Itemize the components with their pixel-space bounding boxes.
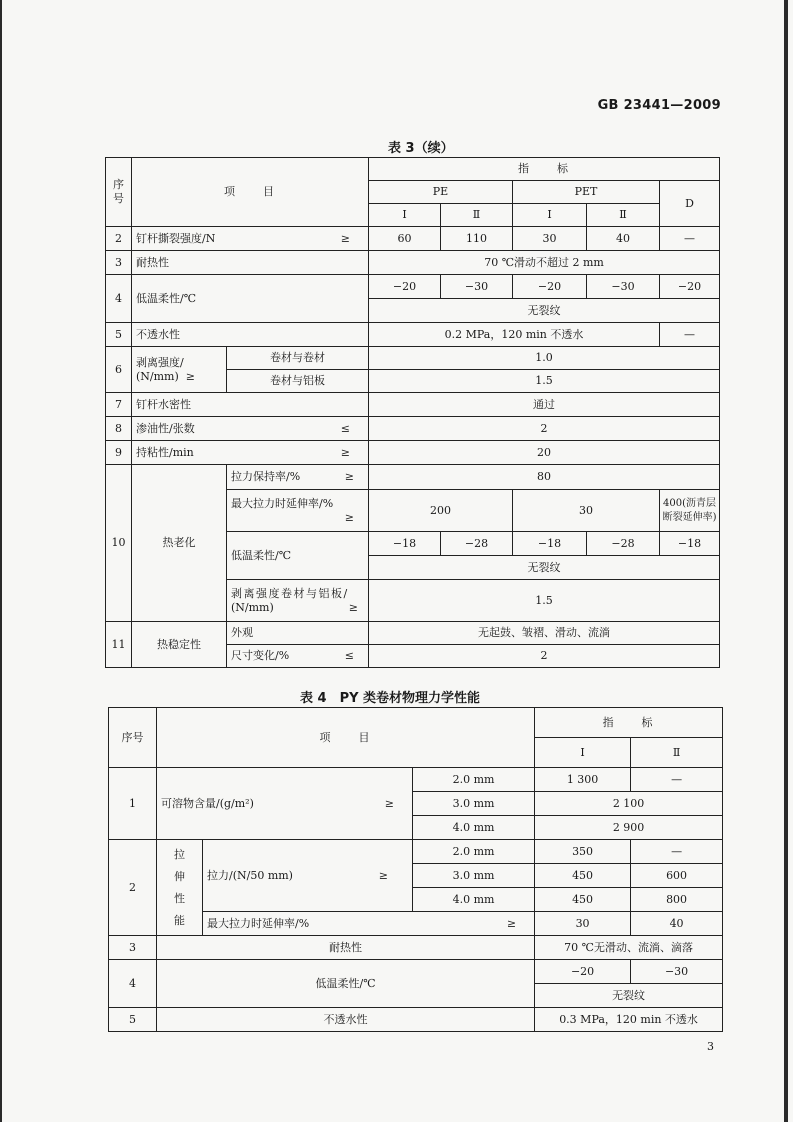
t3-head-d: D [660, 181, 720, 227]
t3-r10b-pe: 200 [369, 490, 513, 532]
t3-r9-item [132, 441, 369, 465]
t3-r6-sub2: 卷材与铝板 [227, 370, 369, 393]
t4-r4-v-ii: −30 [631, 960, 723, 984]
t3-r10a-v: 80 [369, 465, 720, 490]
t3-r11-no: 11 [106, 622, 132, 668]
t3-head-pe-ii: Ⅱ [441, 204, 513, 227]
t3-r10a-item-text: 拉力保持率/% [231, 470, 301, 483]
t3-r2-v4: 40 [587, 227, 660, 251]
t3-r7-no: 7 [106, 393, 132, 417]
t3-head-pet: PET [513, 181, 660, 204]
t3-head-pe-i: Ⅰ [369, 204, 441, 227]
t3-r3-v: 70 ℃滑动不超过 2 mm [369, 251, 720, 275]
t3-r4-no: 4 [106, 275, 132, 323]
t4-r3-item: 耐热性 [157, 936, 535, 960]
t3-r8-v: 2 [369, 417, 720, 441]
t3-r6-item-unit: (N/mm) [136, 369, 179, 383]
t3-r8-item [132, 417, 369, 441]
t3-r10c-v2: −28 [441, 532, 513, 556]
t3-r2-cmp: ≥ [340, 231, 350, 245]
t3-r10c-v1: −18 [369, 532, 441, 556]
t3-head-index: 指 标 [369, 158, 720, 181]
t3-r4-v2: −30 [441, 275, 513, 299]
t3-head-pe: PE [369, 181, 513, 204]
t3-head-pet-i: Ⅰ [513, 204, 587, 227]
t4-r2-no: 2 [109, 840, 157, 936]
page-number: 3 [707, 1040, 714, 1053]
t3-r10d-item [227, 580, 369, 622]
t4-r2-force-cmp: ≥ [378, 868, 388, 882]
t4-r1-t2: 3.0 mm [413, 792, 535, 816]
t4-r2-t3-i: 450 [535, 888, 631, 912]
t4-r1-t1-i: 1 300 [535, 768, 631, 792]
t3-r10b-d [660, 490, 720, 532]
t4-r4-item: 低温柔性/℃ [157, 960, 535, 1008]
t4-r5-no: 5 [109, 1008, 157, 1032]
t4-r1-item-text: 可溶物含量/(g/m²) [161, 796, 254, 810]
t3-r10-item: 热老化 [132, 465, 227, 622]
t3-r10c-v4: −28 [587, 532, 660, 556]
t4-r1-t3: 4.0 mm [413, 816, 535, 840]
t4-r2-group-c3: 性 [174, 891, 185, 905]
t4-r5-v: 0.3 MPa，120 min 不透水 [535, 1008, 723, 1032]
t4-head-ii: Ⅱ [631, 738, 723, 768]
t3-r2-no: 2 [106, 227, 132, 251]
t4-r2-t3: 4.0 mm [413, 888, 535, 912]
t4-head-i: Ⅰ [535, 738, 631, 768]
t3-r2-v2: 110 [441, 227, 513, 251]
t4-r2-t2-ii: 600 [631, 864, 723, 888]
t3-r10d-item-text: 剥离强度卷材与铝板/ [231, 586, 349, 600]
t3-r10c-item: 低温柔性/℃ [227, 532, 369, 580]
t3-r2-v5: — [660, 227, 720, 251]
t3-r6-item-line2 [136, 370, 222, 384]
t3-r10c-v5: −18 [660, 532, 720, 556]
t4-r2-t1-i: 350 [535, 840, 631, 864]
t3-r4-v4: −30 [587, 275, 660, 299]
t3-r8-no: 8 [106, 417, 132, 441]
t3-r10b-d-line1: 400(沥青层 [663, 497, 717, 509]
t4-r4-v-i: −20 [535, 960, 631, 984]
table3-caption: 表 3（续） [388, 141, 454, 156]
t3-r4-v1: −20 [369, 275, 441, 299]
t3-r9-item-text: 持粘性/min [136, 445, 194, 459]
t3-r10b-d-line2: 断裂延伸率) [662, 511, 717, 523]
t3-r10c-v3: −18 [513, 532, 587, 556]
t3-r6-cmp: ≥ [185, 369, 195, 383]
t4-r1-t1: 2.0 mm [413, 768, 535, 792]
t3-r10b-cmp: ≥ [344, 510, 354, 524]
t3-r11b-v: 2 [369, 645, 720, 668]
t4-r2-group-c4: 能 [174, 913, 185, 927]
t3-r10d-cmp: ≥ [348, 600, 358, 614]
t3-r6-item-line1: 剥离强度/ [136, 355, 184, 369]
t4-r2-t3-ii: 800 [631, 888, 723, 912]
t4-r2-t1: 2.0 mm [413, 840, 535, 864]
t3-r2-v1: 60 [369, 227, 441, 251]
table3 [105, 157, 720, 668]
t3-r11b-item-text: 尺寸变化/% [231, 649, 290, 662]
t3-r9-no: 9 [106, 441, 132, 465]
t4-r2-group-c1: 拉 [174, 847, 185, 861]
t4-r3-v: 70 ℃无滑动、流淌、滴落 [535, 936, 723, 960]
t3-r6-v1: 1.0 [369, 347, 720, 370]
t4-r4-no: 4 [109, 960, 157, 1008]
t3-r10d-unit: (N/mm) [231, 600, 274, 614]
t3-r10b-item-text: 最大拉力时延伸率/% [231, 496, 334, 510]
t4-r5-item: 不透水性 [157, 1008, 535, 1032]
t3-r2-v3: 30 [513, 227, 587, 251]
t4-r1-t2-v: 2 100 [535, 792, 723, 816]
t3-r7-v: 通过 [369, 393, 720, 417]
t3-r8-item-text: 渗油性/张数 [136, 421, 195, 435]
t4-r2-t2: 3.0 mm [413, 864, 535, 888]
t4-r2-t2-i: 450 [535, 864, 631, 888]
t3-r9-v: 20 [369, 441, 720, 465]
t3-r11a-item: 外观 [227, 622, 369, 645]
t4-r1-t1-ii: — [631, 768, 723, 792]
t3-r9-cmp: ≥ [340, 445, 350, 459]
t3-r10c-crack: 无裂纹 [369, 556, 720, 580]
t4-r2-elong [203, 912, 535, 936]
t3-r5-item: 不透水性 [132, 323, 369, 347]
t3-head-seq-text: 序号 [113, 178, 124, 205]
t3-r4-v3: −20 [513, 275, 587, 299]
t3-r4-v-crack: 无裂纹 [369, 299, 720, 323]
t3-r10d-v: 1.5 [369, 580, 720, 622]
t3-r3-item: 耐热性 [132, 251, 369, 275]
t4-r2-elong-cmp: ≥ [506, 916, 517, 930]
t3-r6-sub1: 卷材与卷材 [227, 347, 369, 370]
t3-head-pet-ii: Ⅱ [587, 204, 660, 227]
standard-number: GB 23441—2009 [597, 98, 721, 113]
t3-r4-item: 低温柔性/℃ [132, 275, 369, 323]
t3-r7-item: 钉杆水密性 [132, 393, 369, 417]
t4-r4-crack: 无裂纹 [535, 984, 723, 1008]
t3-head-item: 项 目 [132, 158, 369, 227]
t3-r3-no: 3 [106, 251, 132, 275]
t3-r5-no: 5 [106, 323, 132, 347]
t3-r2-item [132, 227, 369, 251]
t4-r1-cmp: ≥ [384, 796, 394, 810]
t3-r11b-item [227, 645, 369, 668]
t4-r2-elong-text: 最大拉力时延伸率/% [207, 916, 310, 930]
t3-r11b-cmp: ≤ [344, 649, 354, 662]
t4-head-index: 指 标 [535, 708, 723, 738]
t3-r10b-pet: 30 [513, 490, 660, 532]
t3-r8-cmp: ≤ [340, 421, 350, 435]
t3-r2-item-text: 钉杆撕裂强度/N [136, 231, 216, 245]
t4-r2-elong-i: 30 [535, 912, 631, 936]
t3-r11-item: 热稳定性 [132, 622, 227, 668]
t4-head-seq: 序号 [109, 708, 157, 768]
scan-right-edge [784, 0, 788, 1122]
table4 [108, 707, 723, 1032]
t4-r3-no: 3 [109, 936, 157, 960]
t3-r5-d: — [660, 323, 720, 347]
t3-r10b-item [227, 490, 369, 532]
t3-r6-v2: 1.5 [369, 370, 720, 393]
t4-r1-item [157, 768, 413, 840]
t3-r10a-item [227, 465, 369, 490]
t3-r10-no: 10 [106, 465, 132, 622]
t4-r1-t3-v: 2 900 [535, 816, 723, 840]
table4-caption: 表 4 PY 类卷材物理力学性能 [300, 691, 481, 706]
t3-r4-v5: −20 [660, 275, 720, 299]
t4-r1-no: 1 [109, 768, 157, 840]
t4-r2-force-text: 拉力/(N/50 mm) [207, 868, 293, 882]
t3-r6-no: 6 [106, 347, 132, 393]
t4-head-item: 项 目 [157, 708, 535, 768]
t3-r10a-cmp: ≥ [344, 470, 354, 483]
t3-r5-v: 0.2 MPa，120 min 不透水 [369, 323, 660, 347]
t4-r2-elong-ii: 40 [631, 912, 723, 936]
t4-r2-force [203, 840, 413, 912]
t4-r2-t1-ii: — [631, 840, 723, 864]
t3-r11a-v: 无起鼓、皱褶、滑动、流淌 [369, 622, 720, 645]
t3-r6-item [132, 347, 227, 393]
t4-r2-group-c2: 伸 [174, 869, 185, 883]
t3-head-seq [106, 158, 132, 227]
t4-r2-group [157, 840, 203, 936]
